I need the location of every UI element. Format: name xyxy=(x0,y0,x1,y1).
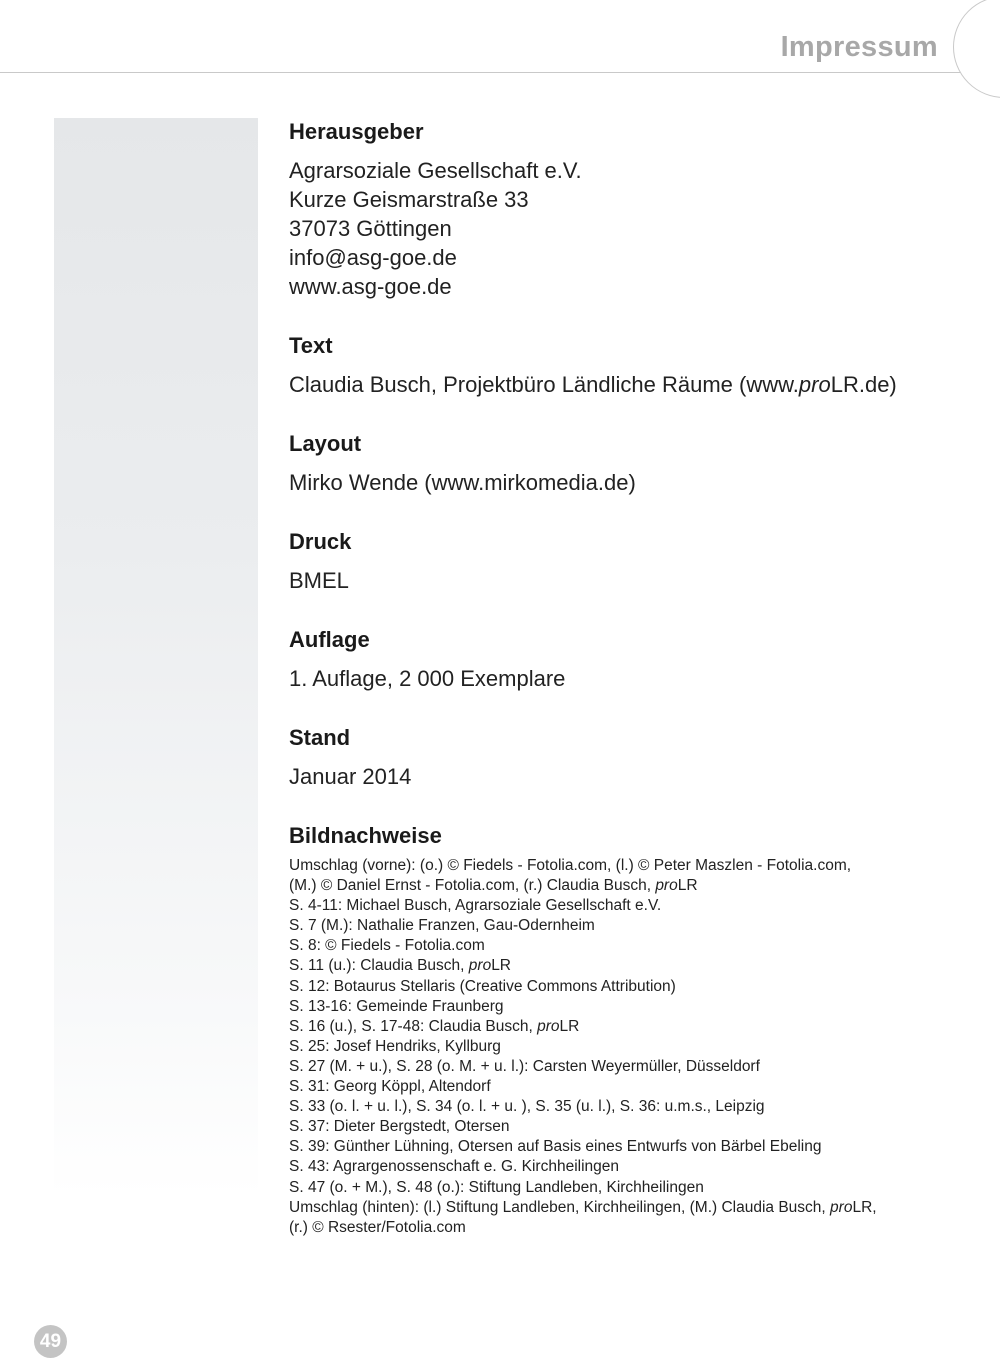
heading-bildnachweise: Bildnachweise xyxy=(289,823,442,848)
credit-text: (M.) © Daniel Ernst - Fotolia.com, (r.) Claudia Busch, xyxy=(289,877,656,895)
credit-text: S. 7 (M.): Nathalie Franzen, Gau-Odernheim xyxy=(289,917,595,935)
credit-text: S. 16 (u.), S. 17-48: Claudia Busch, xyxy=(289,1017,538,1035)
credit-line xyxy=(289,1178,969,1198)
publisher-website[interactable]: www.asg-goe.de xyxy=(289,274,452,299)
section-herausgeber xyxy=(289,117,969,301)
credit-line xyxy=(289,1157,969,1177)
auflage-value: 1. Auflage, 2 000 Exemplare xyxy=(289,666,566,691)
text-author-post: LR.de) xyxy=(830,372,897,397)
credit-line xyxy=(289,1117,969,1137)
credit-line xyxy=(289,1077,969,1097)
credit-line xyxy=(289,1017,969,1037)
credit-text: (r.) © Rsester/Fotolia.com xyxy=(289,1218,466,1236)
header-rule xyxy=(0,72,965,73)
publisher-email[interactable]: info@asg-goe.de xyxy=(289,245,457,270)
section-stand xyxy=(289,723,969,791)
credit-italic: pro xyxy=(468,957,492,975)
credit-text: Umschlag (vorne): (o.) © Fiedels - Fotolia.com, (l.) © Peter Maszlen - Fotolia.com, xyxy=(289,857,852,874)
credit-italic: pro xyxy=(655,877,678,895)
credit-text: S. 33 (o. l. + u. l.), S. 34 (o. l. + u. ), S. 35 (u. l.), S. 36: u.m.s., Leipzig xyxy=(289,1098,765,1116)
heading-druck: Druck xyxy=(289,529,352,554)
section-auflage xyxy=(289,625,969,693)
credit-text: LR xyxy=(559,1017,580,1035)
stand-value: Januar 2014 xyxy=(289,764,412,789)
credit-text: S. 4-11: Michael Busch, Agrarsoziale Gesellschaft e.V. xyxy=(289,897,662,915)
heading-layout: Layout xyxy=(289,431,362,456)
section-bildnachweise xyxy=(289,821,969,1238)
publisher-street: Kurze Geismarstraße 33 xyxy=(289,187,529,212)
credit-italic: pro xyxy=(537,1017,560,1035)
heading-herausgeber: Herausgeber xyxy=(289,119,424,144)
credit-italic: pro xyxy=(830,1198,853,1216)
section-text xyxy=(289,331,969,399)
credit-line xyxy=(289,876,969,896)
text-author-pre: Claudia Busch, Projektbüro Ländliche Räume (www. xyxy=(289,372,799,397)
credits-list xyxy=(289,856,969,1238)
section-druck xyxy=(289,527,969,595)
heading-text: Text xyxy=(289,333,333,358)
text-author xyxy=(289,370,969,399)
credit-text: S. 31: Georg Köppl, Altendorf xyxy=(289,1078,491,1096)
credit-line xyxy=(289,1198,969,1218)
credit-text: S. 25: Josef Hendriks, Kyllburg xyxy=(289,1037,501,1055)
header-corner-arc xyxy=(953,0,1000,98)
impressum-content xyxy=(289,117,969,1268)
credit-text: S. 43: Agrargenossenschaft e. G. Kirchheilingen xyxy=(289,1158,620,1176)
credit-text: S. 13-16: Gemeinde Fraunberg xyxy=(289,997,504,1015)
text-author-italic: pro xyxy=(798,372,831,397)
publisher-city: 37073 Göttingen xyxy=(289,216,452,241)
credit-line xyxy=(289,936,969,956)
credit-line xyxy=(289,896,969,916)
credit-text: S. 11 (u.): Claudia Busch, xyxy=(289,957,469,975)
credit-text: S. 39: Günther Lühning, Otersen auf Basis eines Entwurfs von Bärbel Ebeling xyxy=(289,1138,822,1156)
credit-line xyxy=(289,977,969,997)
credit-line xyxy=(289,916,969,936)
credit-line xyxy=(289,1137,969,1157)
page-title: Impressum xyxy=(780,31,938,63)
heading-auflage: Auflage xyxy=(289,627,370,652)
credit-text: S. 8: © Fiedels - Fotolia.com xyxy=(289,937,485,955)
credit-line xyxy=(289,997,969,1017)
publisher-name: Agrarsoziale Gesellschaft e.V. xyxy=(289,158,582,183)
credit-line xyxy=(289,1097,969,1117)
credit-text: S. 27 (M. + u.), S. 28 (o. M. + u. l.): Carsten Weyermüller, Düsseldorf xyxy=(289,1057,760,1075)
credit-line xyxy=(289,956,969,976)
credit-line xyxy=(289,1057,969,1077)
page-number-badge: 49 xyxy=(34,1325,67,1358)
heading-stand: Stand xyxy=(289,725,351,750)
sidebar-panel xyxy=(54,118,258,1198)
credit-text: LR xyxy=(491,957,512,975)
credit-line xyxy=(289,1037,969,1057)
credit-line xyxy=(289,856,969,876)
credit-text: S. 47 (o. + M.), S. 48 (o.): Stiftung Landleben, Kirchheilingen xyxy=(289,1178,704,1196)
credit-line xyxy=(289,1218,969,1238)
layout-designer: Mirko Wende (www.mirkomedia.de) xyxy=(289,470,636,495)
section-layout xyxy=(289,429,969,497)
credit-text: Umschlag (hinten): (l.) Stiftung Landleben, Kirchheilingen, (M.) Claudia Busch, xyxy=(289,1198,831,1216)
credit-text: LR, xyxy=(852,1198,877,1216)
credit-text: LR xyxy=(677,877,698,895)
credit-text: S. 12: Botaurus Stellaris (Creative Commons Attribution) xyxy=(289,977,676,995)
druck-value: BMEL xyxy=(289,568,349,593)
credit-text: S. 37: Dieter Bergstedt, Otersen xyxy=(289,1118,510,1136)
